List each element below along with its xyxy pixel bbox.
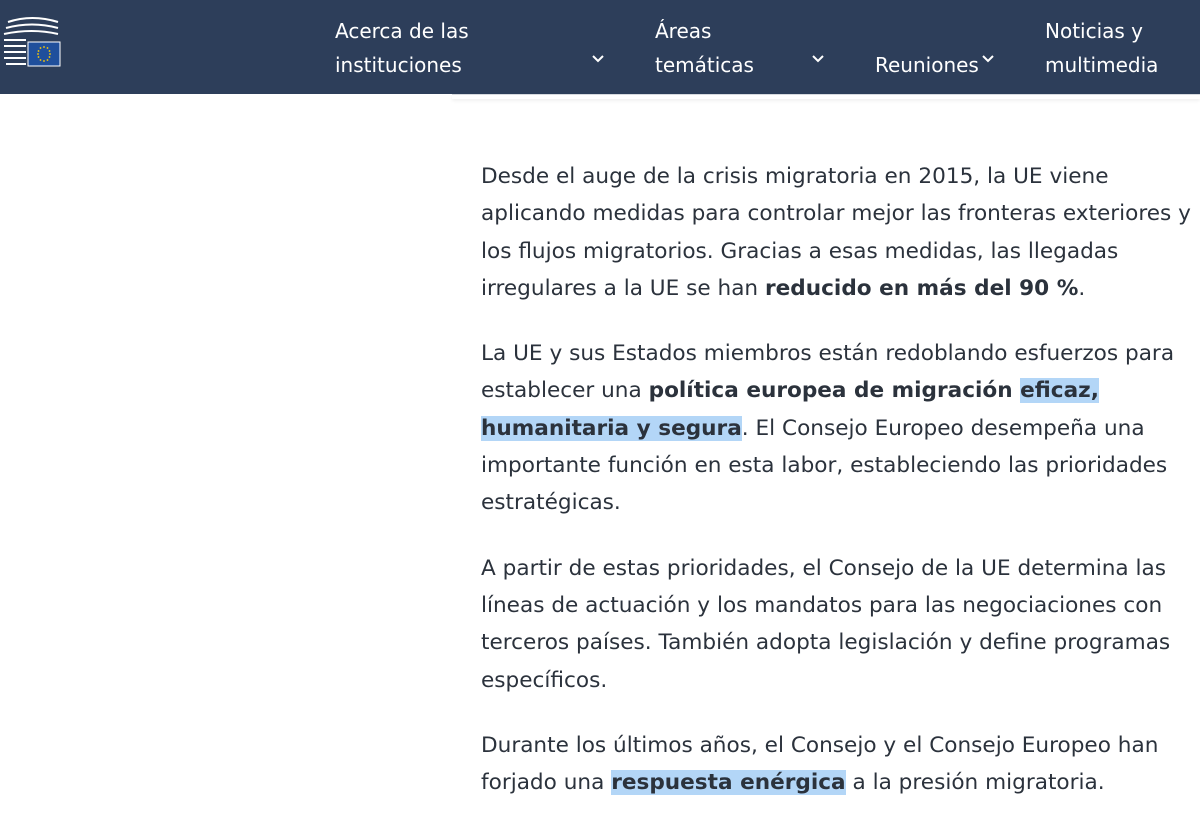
paragraph-1: Desde el auge de la crisis migratoria en 2015, la UE viene aplicando medidas para controlar mejor las fronteras exteriores y los flujos migratorios. Gracias a esas medidas, las llegadas irregulares a la UE se han reducido en más del 90 %. <box>481 164 1191 301</box>
bold-text: reducido en más del 90 % <box>765 275 1079 301</box>
nav-item-areas-tematicas[interactable] <box>655 14 754 82</box>
paragraph-2: La UE y sus Estados miembros están redoblando esfuerzos para establecer una política europea de migración eficaz, humanitaria y segura. El Consejo Europeo desempeña una importante función en esta labor, estableciendo las prioridades estratégicas. <box>481 341 1175 516</box>
nav-item-label-line1: Áreas <box>655 19 712 43</box>
main-article <box>481 158 1200 829</box>
nav-item-label-line1: Acerca de las <box>335 19 469 43</box>
bold-text: política europea de migración <box>648 378 1021 404</box>
nav-item-label: Reuniones <box>875 53 979 77</box>
nav-item-noticias-multimedia[interactable] <box>1045 14 1158 82</box>
top-navbar <box>0 0 1200 94</box>
council-logo[interactable] <box>2 16 62 72</box>
nav-item-label-line2: multimedia <box>1045 53 1159 77</box>
nav-item-label-line2: temáticas <box>655 53 754 77</box>
paragraph-4: Durante los últimos años, el Consejo y el Consejo Europeo han forjado una respuesta enérgica a la presión migratoria. <box>481 732 1159 796</box>
highlighted-text[interactable]: eficaz, <box>1020 378 1099 404</box>
nav-dropdown-edge <box>452 94 1200 99</box>
highlighted-text[interactable]: respuesta enérgica <box>611 770 846 796</box>
nav-item-label-line2: instituciones <box>335 53 462 77</box>
chevron-down-icon[interactable] <box>981 54 995 64</box>
nav-item-label-line1: Noticias y <box>1045 19 1144 43</box>
paragraph-3: A partir de estas prioridades, el Consejo de la UE determina las líneas de actuación y los mandatos para las negociaciones con terceros países. También adopta legislación y define programas específicos. <box>481 555 1171 693</box>
nav-item-reuniones[interactable] <box>875 48 979 82</box>
chevron-down-icon[interactable] <box>811 54 825 64</box>
highlighted-text[interactable]: humanitaria y segura <box>481 415 742 441</box>
nav-item-instituciones[interactable] <box>335 14 469 82</box>
eu-flag-icon <box>28 42 60 66</box>
chevron-down-icon[interactable] <box>591 54 605 64</box>
